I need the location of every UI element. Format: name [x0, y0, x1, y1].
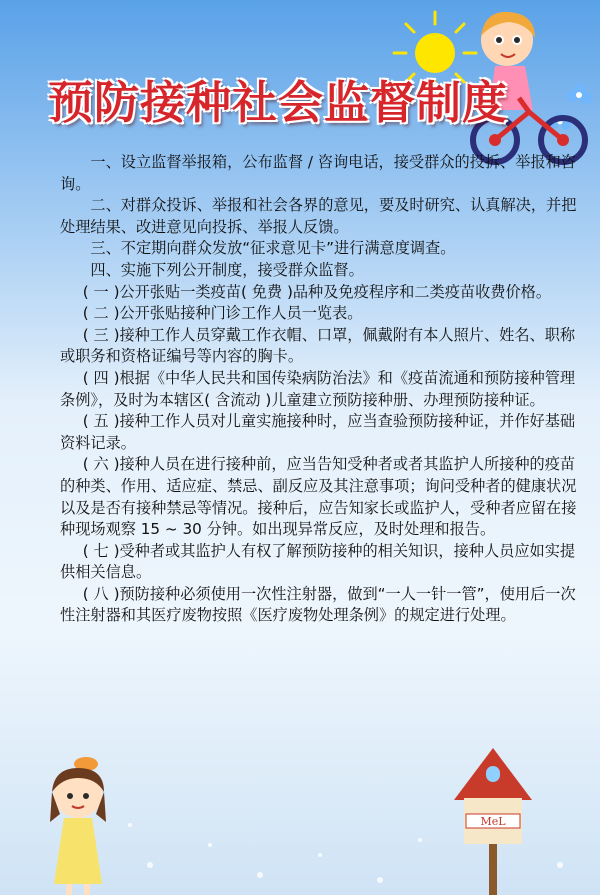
list-item-8: ( 八 )预防接种必须使用一次性注射器，做到“一人一针一管”，使用后一次性注射器和其医疗废物按照《医疗废物处理条例》的规定进行处理。	[60, 584, 576, 625]
paragraph-3: 三、不定期向群众发放“征求意见卡”进行满意度调查。	[90, 239, 456, 258]
paragraph-4: 四、实施下列公开制度，接受群众监督。	[90, 260, 364, 279]
mailbox-house-illustration	[448, 742, 538, 895]
regulation-text	[60, 152, 580, 627]
page-title: 预防接种社会监督制度	[48, 76, 509, 129]
girl-illustration	[28, 752, 128, 895]
list-item-1: ( 一 )公开张贴一类疫苗( 免费 )品种及免疫程序和二类疫苗收费价格。	[82, 282, 552, 301]
paragraph-2: 二、对群众投诉、举报和社会各界的意见，要及时研究、认真解决，并把处理结果、改进意见向投拆、举报人反馈。	[60, 196, 577, 236]
list-item-4: ( 四 )根据《中华人民共和国传染病防治法》和《疫苗流通和预防接种管理条例》，及时为本辖区( 含流动 )儿童建立预防接种册、办理预防接种证。	[60, 368, 576, 409]
list-item-6: ( 六 )接种人员在进行接种前，应当告知受种者或者其监护人所接种的疫苗的种类、作用、适应症、禁忌、副反应及其注意事项；询问受种者的健康状况以及是否有接种禁忌等情况。接种后，应告知家长或监护人，受种者应留在接种现场观察 15 ~ 30 分钟。如出现异常反应，及时处理和报告。	[60, 455, 577, 539]
list-item-3: ( 三 )接种工作人员穿戴工作衣帽、口罩，佩戴附有本人照片、姓名、职称或职务和资格证编号等内容的胸卡。	[60, 325, 576, 366]
house-sign: MeL	[480, 815, 506, 828]
list-item-2: ( 二 )公开张贴接种门诊工作人员一览表。	[82, 304, 363, 323]
list-item-5: ( 五 )接种工作人员对儿童实施接种时，应当查验预防接种证，并作好基础资料记录。	[60, 412, 576, 452]
paragraph-1: 一、设立监督举报箱，公布监督 / 咨询电话，接受群众的投拆、举报和咨询。	[60, 153, 576, 193]
list-item-7: ( 七 )受种者或其监护人有权了解预防接种的相关知识，接种人员应如实提供相关信息。	[60, 541, 576, 582]
